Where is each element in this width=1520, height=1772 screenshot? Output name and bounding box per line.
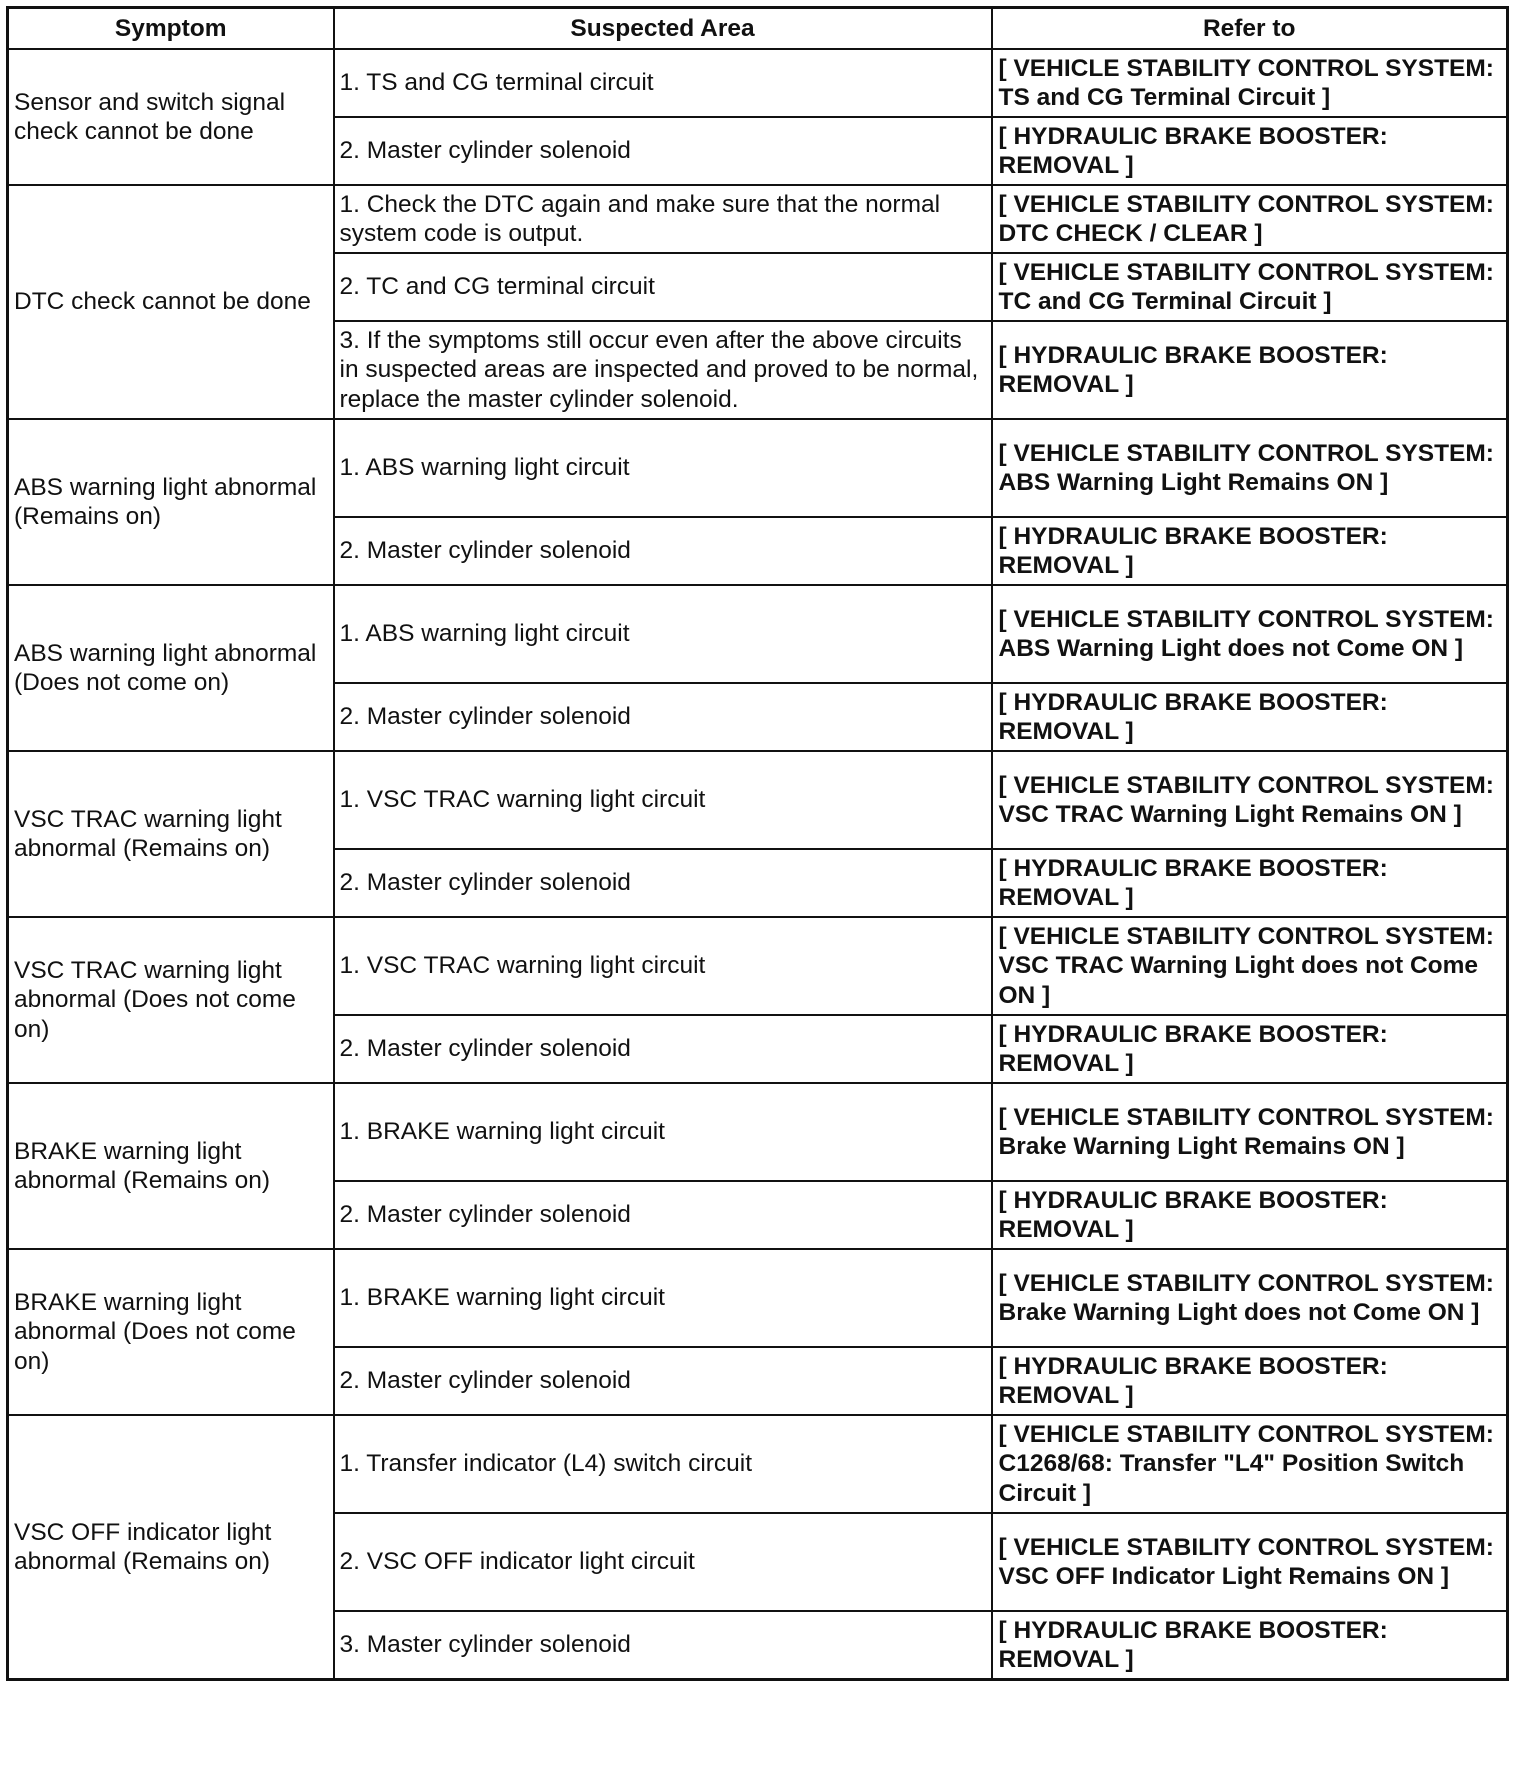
- refer-to-cell: [ VEHICLE STABILITY CONTROL SYSTEM: VSC OFF Indicator Light Remains ON ]: [992, 1513, 1508, 1611]
- refer-to-cell: [ VEHICLE STABILITY CONTROL SYSTEM: VSC TRAC Warning Light does not Come ON ]: [992, 917, 1508, 1015]
- suspected-area-cell: 2. TC and CG terminal circuit: [334, 253, 992, 321]
- suspected-area-cell: 2. Master cylinder solenoid: [334, 1015, 992, 1083]
- suspected-area-cell: 1. ABS warning light circuit: [334, 419, 992, 517]
- refer-to-cell: [ HYDRAULIC BRAKE BOOSTER: REMOVAL ]: [992, 1611, 1508, 1680]
- suspected-area-cell: 2. Master cylinder solenoid: [334, 517, 992, 585]
- refer-to-cell: [ HYDRAULIC BRAKE BOOSTER: REMOVAL ]: [992, 1015, 1508, 1083]
- suspected-area-cell: 1. TS and CG terminal circuit: [334, 49, 992, 117]
- suspected-area-cell: 1. BRAKE warning light circuit: [334, 1249, 992, 1347]
- header-suspected-area: Suspected Area: [334, 8, 992, 50]
- table-header: [8, 8, 1508, 50]
- symptom-cell: BRAKE warning light abnormal (Does not come on): [8, 1249, 334, 1415]
- symptom-cell: VSC TRAC warning light abnormal (Remains on): [8, 751, 334, 917]
- suspected-area-cell: 3. Master cylinder solenoid: [334, 1611, 992, 1680]
- suspected-area-cell: 1. Transfer indicator (L4) switch circuit: [334, 1415, 992, 1513]
- table-row: [8, 1415, 1508, 1513]
- suspected-area-cell: 1. BRAKE warning light circuit: [334, 1083, 992, 1181]
- symptom-cell: DTC check cannot be done: [8, 185, 334, 419]
- refer-to-cell: [ HYDRAULIC BRAKE BOOSTER: REMOVAL ]: [992, 849, 1508, 917]
- table-row: [8, 751, 1508, 849]
- refer-to-cell: [ HYDRAULIC BRAKE BOOSTER: REMOVAL ]: [992, 117, 1508, 185]
- suspected-area-cell: 2. Master cylinder solenoid: [334, 1347, 992, 1415]
- suspected-area-cell: 1. VSC TRAC warning light circuit: [334, 917, 992, 1015]
- refer-to-cell: [ HYDRAULIC BRAKE BOOSTER: REMOVAL ]: [992, 1181, 1508, 1249]
- table-row: [8, 917, 1508, 1015]
- refer-to-cell: [ VEHICLE STABILITY CONTROL SYSTEM: TS and CG Terminal Circuit ]: [992, 49, 1508, 117]
- symptom-cell: BRAKE warning light abnormal (Remains on): [8, 1083, 334, 1249]
- refer-to-cell: [ VEHICLE STABILITY CONTROL SYSTEM: DTC CHECK / CLEAR ]: [992, 185, 1508, 253]
- header-row: [8, 8, 1508, 50]
- refer-to-cell: [ VEHICLE STABILITY CONTROL SYSTEM: ABS Warning Light does not Come ON ]: [992, 585, 1508, 683]
- troubleshooting-table: [6, 6, 1509, 1681]
- symptom-cell: VSC OFF indicator light abnormal (Remains on): [8, 1415, 334, 1680]
- refer-to-cell: [ HYDRAULIC BRAKE BOOSTER: REMOVAL ]: [992, 321, 1508, 419]
- table-row: [8, 419, 1508, 517]
- symptom-cell: ABS warning light abnormal (Remains on): [8, 419, 334, 585]
- refer-to-cell: [ HYDRAULIC BRAKE BOOSTER: REMOVAL ]: [992, 683, 1508, 751]
- symptom-cell: VSC TRAC warning light abnormal (Does not come on): [8, 917, 334, 1083]
- refer-to-cell: [ VEHICLE STABILITY CONTROL SYSTEM: Brake Warning Light does not Come ON ]: [992, 1249, 1508, 1347]
- symptom-cell: ABS warning light abnormal (Does not come on): [8, 585, 334, 751]
- suspected-area-cell: 2. Master cylinder solenoid: [334, 117, 992, 185]
- suspected-area-cell: 2. Master cylinder solenoid: [334, 683, 992, 751]
- suspected-area-cell: 1. VSC TRAC warning light circuit: [334, 751, 992, 849]
- table-row: [8, 1249, 1508, 1347]
- refer-to-cell: [ HYDRAULIC BRAKE BOOSTER: REMOVAL ]: [992, 517, 1508, 585]
- suspected-area-cell: 2. VSC OFF indicator light circuit: [334, 1513, 992, 1611]
- table-row: [8, 1083, 1508, 1181]
- refer-to-cell: [ VEHICLE STABILITY CONTROL SYSTEM: Brake Warning Light Remains ON ]: [992, 1083, 1508, 1181]
- refer-to-cell: [ VEHICLE STABILITY CONTROL SYSTEM: ABS Warning Light Remains ON ]: [992, 419, 1508, 517]
- suspected-area-cell: 1. ABS warning light circuit: [334, 585, 992, 683]
- refer-to-cell: [ VEHICLE STABILITY CONTROL SYSTEM: C1268/68: Transfer "L4" Position Switch Circuit ]: [992, 1415, 1508, 1513]
- table-row: [8, 185, 1508, 253]
- header-refer-to: Refer to: [992, 8, 1508, 50]
- header-symptom: Symptom: [8, 8, 334, 50]
- table-body: [8, 49, 1508, 1680]
- symptom-cell: Sensor and switch signal check cannot be done: [8, 49, 334, 185]
- suspected-area-cell: 1. Check the DTC again and make sure that the normal system code is output.: [334, 185, 992, 253]
- suspected-area-cell: 3. If the symptoms still occur even after the above circuits in suspected areas are inspected and proved to be normal, replace the master cylinder solenoid.: [334, 321, 992, 419]
- refer-to-cell: [ HYDRAULIC BRAKE BOOSTER: REMOVAL ]: [992, 1347, 1508, 1415]
- refer-to-cell: [ VEHICLE STABILITY CONTROL SYSTEM: TC and CG Terminal Circuit ]: [992, 253, 1508, 321]
- suspected-area-cell: 2. Master cylinder solenoid: [334, 1181, 992, 1249]
- suspected-area-cell: 2. Master cylinder solenoid: [334, 849, 992, 917]
- refer-to-cell: [ VEHICLE STABILITY CONTROL SYSTEM: VSC TRAC Warning Light Remains ON ]: [992, 751, 1508, 849]
- table-row: [8, 585, 1508, 683]
- table-row: [8, 49, 1508, 117]
